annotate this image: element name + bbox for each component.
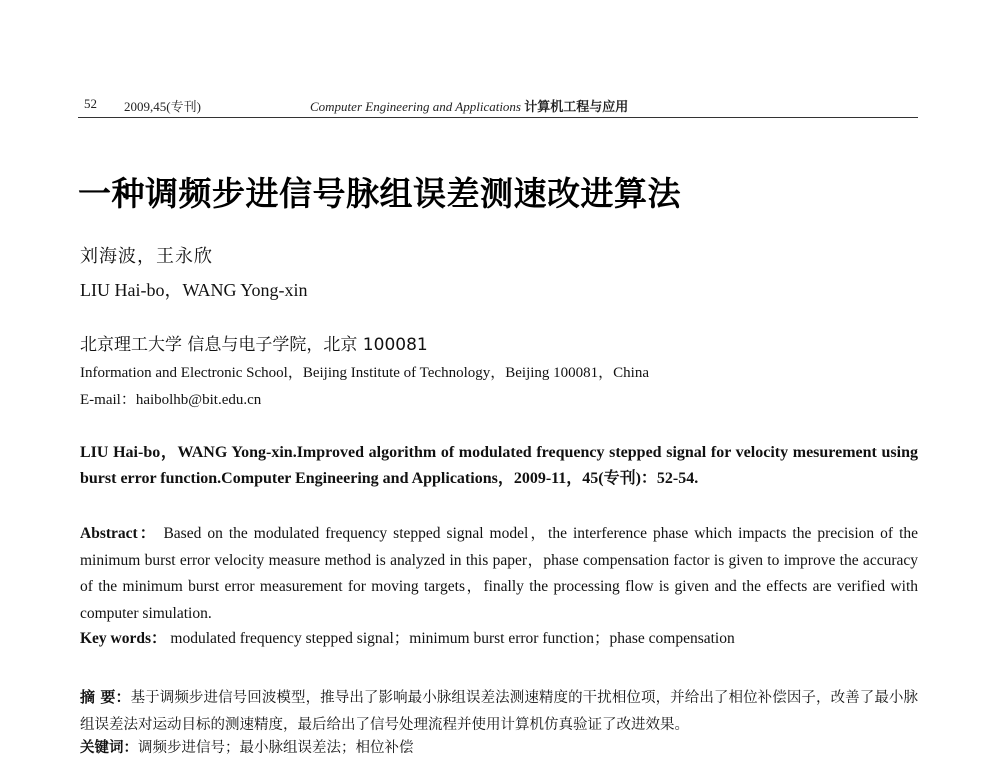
keywords-cn [80, 737, 918, 759]
abstract-en [80, 521, 918, 627]
keywords-label: Key words： [80, 630, 167, 647]
abstract-text: Based on the modulated frequency stepped signal model，the interference phase which impacts the precision of the minimum burst error velocity measure method is analyzed in this paper，phase compensation factor is given to improve the accuracy of the minimum burst error measurement for moving targets，finally the processing flow is given and the effects are verified with computer simulation. [80, 525, 919, 622]
journal-name-en: Computer Engineering and Applications [310, 99, 521, 114]
citation: LIU Hai-bo，WANG Yong-xin.Improved algorithm of modulated frequency stepped signal for velocity mesurement using burst error function.Computer Engineering and Applications，2009-11，45(专刊)：52-54. [80, 444, 918, 487]
journal-name [310, 96, 628, 115]
page-number: 52 [84, 96, 97, 111]
abstract-cn [80, 684, 918, 739]
abstract-cn-text: 基于调频步进信号回波模型，推导出了影响最小脉组误差法测速精度的干扰相位项，并给出了相位补偿因子，改善了最小脉组误差法对运动目标的测速精度，最后给出了信号处理流程并使用计算机仿真验证了改进效果。 [80, 690, 918, 733]
authors-cn: 刘海波，王永欣 [80, 246, 213, 267]
authors-en: LIU Hai-bo，WANG Yong-xin [80, 280, 308, 300]
abstract-label: Abstract： [80, 525, 158, 542]
paper-title: 一种调频步进信号脉组误差测速改进算法 [78, 174, 681, 213]
affiliation-en: Information and Electronic School，Beijing Institute of Technology，Beijing 100081，China [80, 365, 649, 381]
abstract-cn-label: 摘 要： [80, 688, 131, 706]
journal-name-cn: 计算机工程与应用 [524, 100, 629, 115]
header-rule [78, 117, 918, 118]
email: E-mail：haibolhb@bit.edu.cn [80, 392, 262, 408]
keywords-text: modulated frequency stepped signal；minimum burst error function；phase compensation [170, 630, 735, 647]
issue-info: 2009,45(专刊) [124, 99, 201, 114]
keywords-cn-label: 关键词： [80, 740, 138, 756]
keywords-cn-text: 调频步进信号；最小脉组误差法；相位补偿 [138, 740, 414, 756]
keywords-en [80, 626, 918, 652]
running-header [78, 94, 918, 116]
affiliation-cn: 北京理工大学 信息与电子学院，北京 100081 [80, 335, 428, 355]
